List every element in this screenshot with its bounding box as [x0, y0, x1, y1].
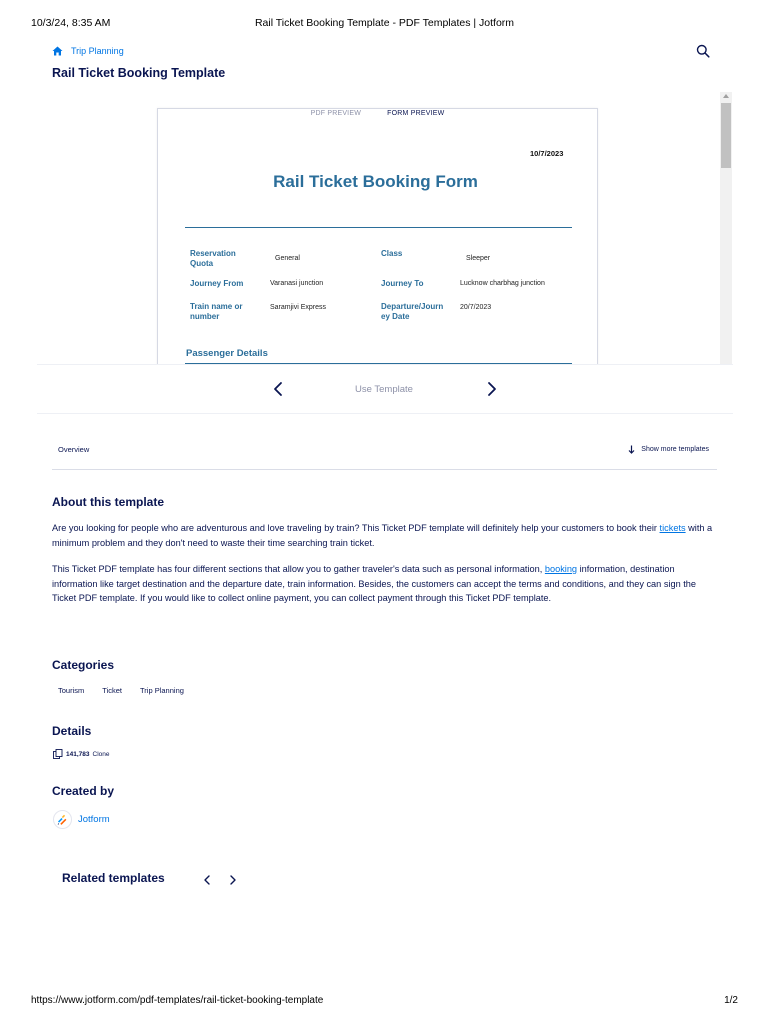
clone-count-value: 141,783 — [66, 750, 90, 758]
related-next-button[interactable] — [228, 873, 238, 885]
preview-tabs — [157, 109, 598, 118]
journey-to-value: Lucknow charbhag junction — [460, 280, 545, 287]
class-label: Class — [381, 249, 403, 258]
details-title: Details — [52, 724, 92, 738]
print-page-number: 1/2 — [724, 995, 738, 1006]
jotform-logo-icon — [53, 810, 72, 829]
form-date: 10/7/2023 — [530, 149, 564, 158]
chevron-right-icon — [228, 874, 238, 886]
passenger-details-heading: Passenger Details — [186, 348, 268, 359]
form-divider — [185, 227, 572, 228]
scrollbar-thumb[interactable] — [721, 103, 731, 168]
journey-from-value: Varanasi junction — [270, 280, 324, 287]
creator-link[interactable] — [53, 810, 110, 829]
category-trip-planning[interactable]: Trip Planning — [140, 686, 184, 695]
form-document — [157, 108, 598, 364]
print-doc-title: Rail Ticket Booking Template - PDF Templates | Jotform — [254, 17, 515, 29]
overview-bar — [52, 440, 717, 470]
previous-button[interactable] — [272, 381, 286, 397]
created-by-title: Created by — [52, 784, 115, 798]
tab-pdf-preview[interactable]: PDF PREVIEW — [310, 110, 362, 117]
booking-link[interactable]: booking — [544, 564, 578, 574]
show-more-templates-button[interactable] — [628, 445, 709, 454]
about-p2-text: This Ticket PDF template has four different sections that allow you to gather traveler's data such as personal information, — [52, 564, 545, 574]
search-icon — [696, 44, 710, 58]
journey-from-label: Journey From — [190, 279, 244, 288]
train-label: Train name or number — [190, 302, 243, 321]
chevron-left-icon — [272, 381, 286, 397]
breadcrumb — [52, 46, 124, 56]
about-p2-text-end: information, destination information like target destination and the departure date, train information. Besides, the customers can accept the terms and conditions, and they can sign the Ticket PDF template. If you would like to collect online payment, you can collect payment through this Ticket PDF template. — [52, 564, 697, 604]
print-header — [31, 17, 738, 31]
chevron-left-icon — [202, 874, 212, 886]
clone-count-label: Clone — [92, 750, 110, 758]
arrow-down-icon — [628, 445, 635, 454]
departure-value: 20/7/2023 — [460, 304, 492, 311]
related-templates-title: Related templates — [62, 871, 165, 885]
next-button[interactable] — [484, 381, 498, 397]
reservation-quota-label: Reservation Quota — [190, 249, 236, 268]
use-template-button[interactable]: Use Template — [355, 384, 413, 395]
clone-icon — [53, 749, 63, 759]
template-preview — [37, 92, 733, 364]
search-button[interactable] — [696, 44, 712, 60]
about-paragraph-2 — [52, 562, 716, 606]
category-tourism[interactable]: Tourism — [58, 686, 85, 695]
overview-link[interactable]: Overview — [58, 445, 90, 454]
about-p1-text: Are you looking for people who are adventurous and love traveling by train? This Ticket PDF template will definitely help your customers to book their — [52, 523, 660, 533]
class-value: Sleeper — [466, 255, 491, 262]
related-previous-button[interactable] — [202, 873, 212, 885]
category-list — [52, 686, 190, 695]
departure-label: Departure/Journ ey Date — [381, 302, 444, 321]
about-title: About this template — [52, 495, 165, 509]
about-paragraph-1 — [52, 521, 716, 550]
train-value: Saramjivi Express — [270, 304, 327, 311]
tickets-link[interactable]: tickets — [659, 523, 686, 533]
creator-name: Jotform — [78, 814, 110, 825]
home-icon[interactable] — [52, 46, 63, 56]
categories-title: Categories — [52, 658, 115, 672]
breadcrumb-trip-planning[interactable]: Trip Planning — [71, 46, 124, 56]
tab-form-preview[interactable]: FORM PREVIEW — [387, 110, 445, 117]
scroll-up-icon[interactable] — [723, 94, 729, 98]
page-title: Rail Ticket Booking Template — [52, 66, 226, 80]
reservation-quota-value: General — [275, 255, 300, 262]
journey-to-label: Journey To — [381, 279, 424, 288]
form-title: Rail Ticket Booking Form — [273, 172, 478, 191]
about-p1-text-end: with a minimum problem and they don't need to waste their time searching train ticket. — [52, 523, 713, 548]
chevron-right-icon — [484, 381, 498, 397]
preview-nav — [37, 364, 733, 414]
preview-scrollbar[interactable] — [720, 92, 732, 364]
clone-count — [53, 749, 109, 759]
show-more-label: Show more templates — [641, 446, 709, 453]
print-footer — [31, 995, 738, 1009]
category-ticket[interactable]: Ticket — [102, 686, 122, 695]
print-datetime: 10/3/24, 8:35 AM — [31, 17, 111, 29]
print-url: https://www.jotform.com/pdf-templates/rail-ticket-booking-template — [31, 995, 324, 1006]
